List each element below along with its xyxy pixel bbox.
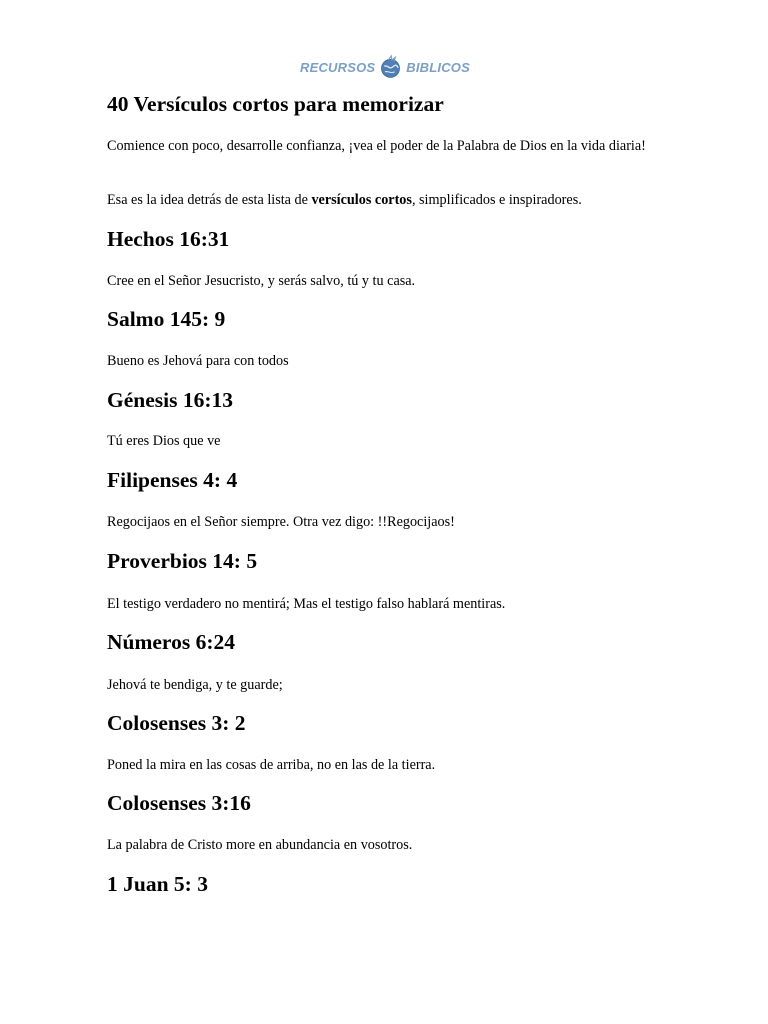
verse-reference-7: Colosenses 3: 2 bbox=[107, 711, 246, 735]
recursos-biblicos-logo bbox=[300, 42, 470, 92]
intro-summary-bold: versículos cortos bbox=[311, 192, 412, 208]
verse-reference-6: Números 6:24 bbox=[107, 630, 235, 654]
verse-text-6: Jehová te bendiga, y te guarde; bbox=[107, 677, 283, 693]
logo-word-left: RECURSOS bbox=[300, 59, 376, 75]
verse-reference-5: Proverbios 14: 5 bbox=[107, 549, 258, 573]
verse-reference-3: Génesis 16:13 bbox=[107, 388, 234, 412]
intro-paragraph: Comience con poco, desarrolle confianza, ¡vea el poder de la Palabra de Dios en la vida diaria! bbox=[107, 138, 646, 154]
verse-text-3: Tú eres Dios que ve bbox=[107, 433, 221, 449]
verse-text-5: El testigo verdadero no mentirá; Mas el testigo falso hablará mentiras. bbox=[107, 596, 506, 612]
verse-text-8: La palabra de Cristo more en abundancia en vosotros. bbox=[107, 837, 413, 853]
page-title: 40 Versículos cortos para memorizar bbox=[107, 92, 444, 116]
intro-summary bbox=[107, 191, 647, 209]
verse-text-4: Regocijaos en el Señor siempre. Otra vez digo: !!Regocijaos! bbox=[107, 514, 455, 530]
verse-text-1: Cree en el Señor Jesucristo, y serás salvo, tú y tu casa. bbox=[107, 273, 416, 289]
intro-summary-end: , simplificados e inspiradores. bbox=[411, 192, 582, 208]
logo-word-right: BIBLICOS bbox=[406, 59, 470, 75]
verse-reference-9: 1 Juan 5: 3 bbox=[107, 872, 208, 896]
verse-reference-8: Colosenses 3:16 bbox=[107, 791, 251, 815]
intro-summary-text: Esa es la idea detrás de esta lista de bbox=[107, 192, 312, 208]
verse-reference-4: Filipenses 4: 4 bbox=[107, 468, 238, 492]
globe-icon bbox=[378, 49, 403, 85]
verse-text-7: Poned la mira en las cosas de arriba, no en las de la tierra. bbox=[107, 757, 436, 773]
verse-reference-2: Salmo 145: 9 bbox=[107, 307, 226, 331]
verse-reference-1: Hechos 16:31 bbox=[107, 227, 230, 251]
verse-text-2: Bueno es Jehová para con todos bbox=[107, 353, 289, 369]
